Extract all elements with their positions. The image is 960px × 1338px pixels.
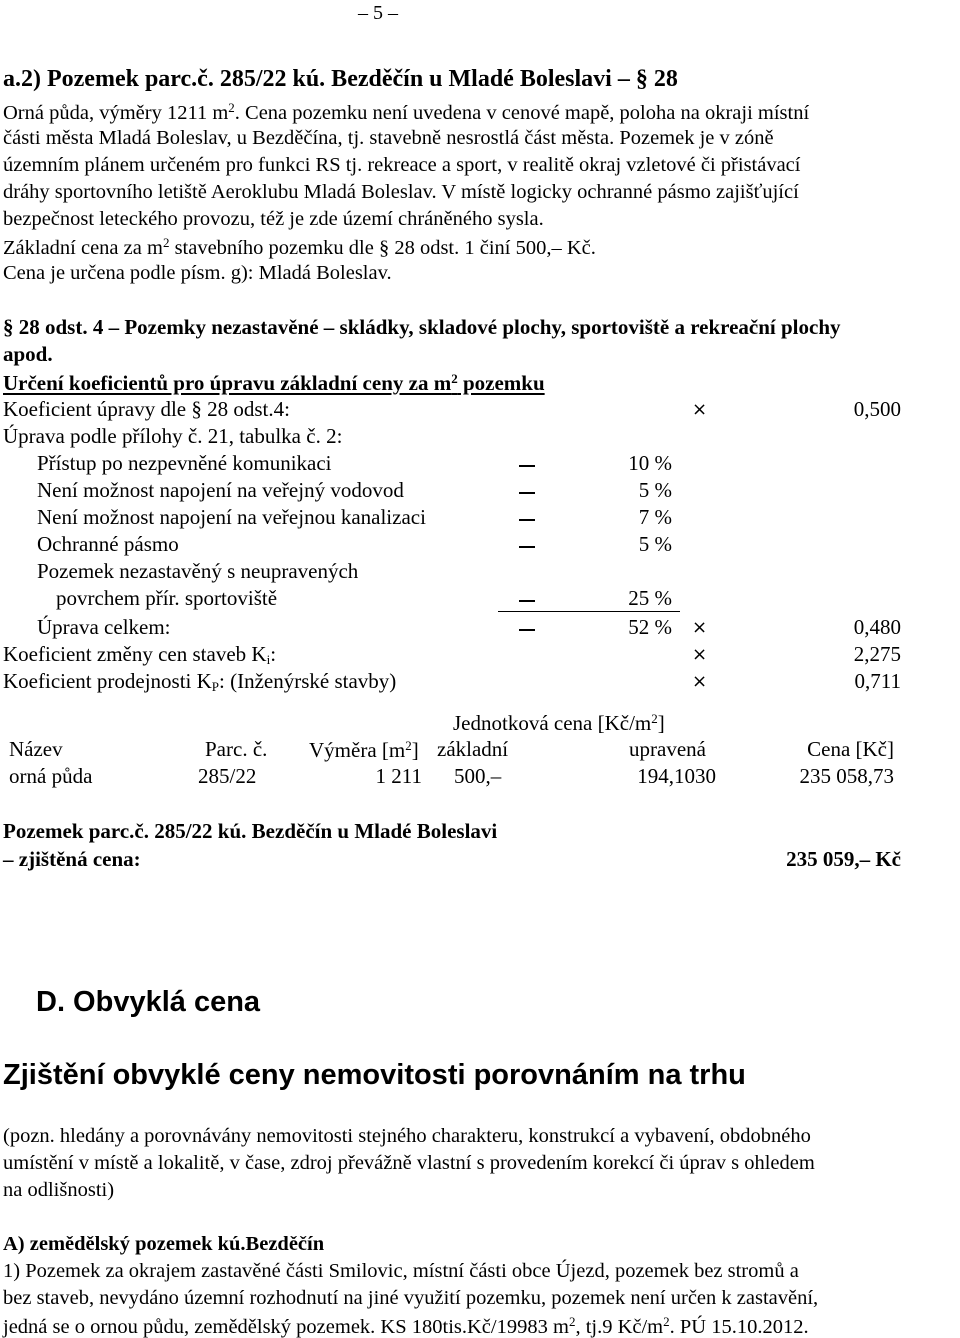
para-text-b: . Cena pozemku není uvedena v cenové mapě, poloha na okraji místní [234,102,810,124]
ki-label [3,644,276,666]
item-label-4: Ochranné pásmo [37,532,179,556]
col-header-name: Název [9,737,63,761]
unit-price-header [453,712,665,734]
koef-uprava-value: 0,500 [853,397,901,421]
row-area: 1 211 [375,764,422,788]
kp-value: 0,711 [854,669,901,693]
para-sup: 2 [228,100,235,115]
kp-tail: : (Inženýrské stavby) [219,669,397,693]
para-text-a: Orná půda, výměry 1211 m [3,102,229,124]
coef-title-pre: Určení koeficientů pro úpravu základní ceny za m [3,371,452,395]
item1-last-post: . PÚ 15.10.2012. [669,1316,809,1338]
minus-icon [519,629,535,631]
note-line-1: (pozn. hledány a porovnávány nemovitosti stejného charakteru, konstrukcí a vybavení, obdobného [3,1125,811,1147]
item-label-5a: Pozemek nezastavěný s neupravených [37,559,359,583]
row-name: orná půda [9,764,93,788]
paragraph-line-1 [3,101,809,124]
paragraph-line-3: územním plánem určeném pro funkci RS tj. rekreace a sport, v realitě okraj vzletové či přistávací [3,154,801,176]
section-heading: a.2) Pozemek parc.č. 285/22 kú. Bezděčín u Mladé Boleslavi – § 28 [3,66,678,92]
kp-label [3,671,396,693]
item-value-1: 10 % [628,451,672,475]
sum-rule [498,611,680,612]
subsection-title: A) zemědělský pozemek kú.Bezděčín [3,1233,325,1255]
base-price-line [3,236,596,259]
minus-icon [519,492,535,494]
unit-price-header-post: ] [657,711,665,735]
minus-icon [519,546,535,548]
col-header-price: Cena [Kč] [807,737,894,761]
note-line-3: na odlišnosti) [3,1179,115,1201]
multiply-icon: × [692,644,708,665]
price-region-line: Cena je určena podle písm. g): Mladá Boleslav. [3,262,392,284]
unit-price-header-pre: Jednotková cena [Kč/m [453,711,652,735]
uprava-priloha-label: Úprava podle přílohy č. 21, tabulka č. 2: [3,424,343,448]
item-value-3: 7 % [638,505,672,529]
ki-value: 2,275 [853,642,901,666]
result-line-2: – zjištěná cena: [3,847,141,871]
item-value-4: 5 % [638,532,672,556]
page-number: – 5 – [358,2,398,24]
item-label-5b: povrchem přír. sportoviště [56,586,278,610]
col-header-area-pre: Výměra [m [309,738,406,762]
base-price-pre: Základní cena za m [3,237,163,259]
section-d-subtitle: Zjištění obvyklé ceny nemovitosti porovnáním na trhu [3,1059,746,1091]
kp-sub: P [211,679,220,694]
paragraph-line-2: části města Mladá Boleslav, u Bezděčína, tj. stavebně nesrostlá část města. Pozemek je v zóně [3,127,774,149]
col-header-base: základní [437,737,509,761]
section28-line-2: apod. [3,342,53,366]
minus-icon [519,465,535,467]
total-value: 52 % [628,615,672,639]
result-line-1: Pozemek parc.č. 285/22 kú. Bezděčín u Mladé Boleslavi [3,819,498,843]
base-price-sup: 2 [162,235,170,250]
coef-title-sup: 2 [451,371,458,386]
col-header-area-sup: 2 [405,738,412,753]
item1-last-sup2: 2 [663,1314,670,1329]
section28-line-1: § 28 odst. 4 – Pozemky nezastavěné – skládky, skladové plochy, sportoviště a rekreační plochy [3,315,841,339]
item1-line-1: 1) Pozemek za okrajem zastavěné části Smilovic, místní části obce Újezd, pozemek bez stromů a [3,1260,799,1282]
minus-icon [519,519,535,521]
ki-sub: i [266,652,271,667]
col-header-area [309,739,419,761]
total-coef: 0,480 [853,615,901,639]
item-label-3: Není možnost napojení na veřejnou kanalizaci [37,505,426,529]
multiply-icon: × [692,671,708,692]
coef-title [3,372,545,394]
row-parc: 285/22 [198,764,257,788]
koef-uprava-label: Koeficient úpravy dle § 28 odst.4: [3,397,290,421]
minus-icon [519,600,535,602]
item-label-1: Přístup po nezpevněné komunikaci [37,451,332,475]
multiply-icon: × [692,617,708,638]
row-base: 500,– [454,764,502,788]
item-value-2: 5 % [638,478,672,502]
paragraph-line-5: bezpečnost leteckého provozu, též je zde území chráněného sysla. [3,208,544,230]
item1-last-mid: , tj.9 Kč/m [575,1316,664,1338]
item1-last-sup: 2 [568,1314,576,1329]
row-adjusted: 194,1030 [637,764,716,788]
col-header-area-post: ] [411,738,419,762]
total-label: Úprava celkem: [37,615,171,639]
multiply-icon: × [692,399,708,420]
item1-line-3 [3,1315,809,1338]
section-d-title: D. Obvyklá cena [36,986,261,1018]
result-value: 235 059,– Kč [786,847,901,871]
item-label-2: Není možnost napojení na veřejný vodovod [37,478,404,502]
ki-colon: : [270,642,277,666]
col-header-parc: Parc. č. [205,737,268,761]
col-header-adjusted: upravená [629,737,706,761]
paragraph-line-4: dráhy sportovního letiště Aeroklubu Mladá Boleslav. V místě logicky ochranné pásmo zajišťující [3,181,799,203]
base-price-post: stavebního pozemku dle § 28 odst. 1 činí 500,– Kč. [169,237,596,259]
item1-last-pre: jedná se o ornou půdu, zemědělský pozemek. KS 180tis.Kč/19983 m [3,1316,569,1338]
note-line-2: umístění v místě a lokalitě, v čase, zdroj převážně vlastní s provedením korekcí či úprav s ohledem [3,1152,815,1174]
ki-label-text: Koeficient změny cen staveb K [3,642,267,666]
kp-label-text: Koeficient prodejnosti K [3,669,212,693]
item-value-5: 25 % [628,586,672,610]
coef-title-post: pozemku [457,371,545,395]
unit-price-header-sup: 2 [651,711,658,726]
row-price: 235 058,73 [799,764,894,788]
item1-line-2: bez staveb, nevydáno územní rozhodnutí na jiné využití pozemku, pozemek není určen k zastavění, [3,1287,819,1309]
